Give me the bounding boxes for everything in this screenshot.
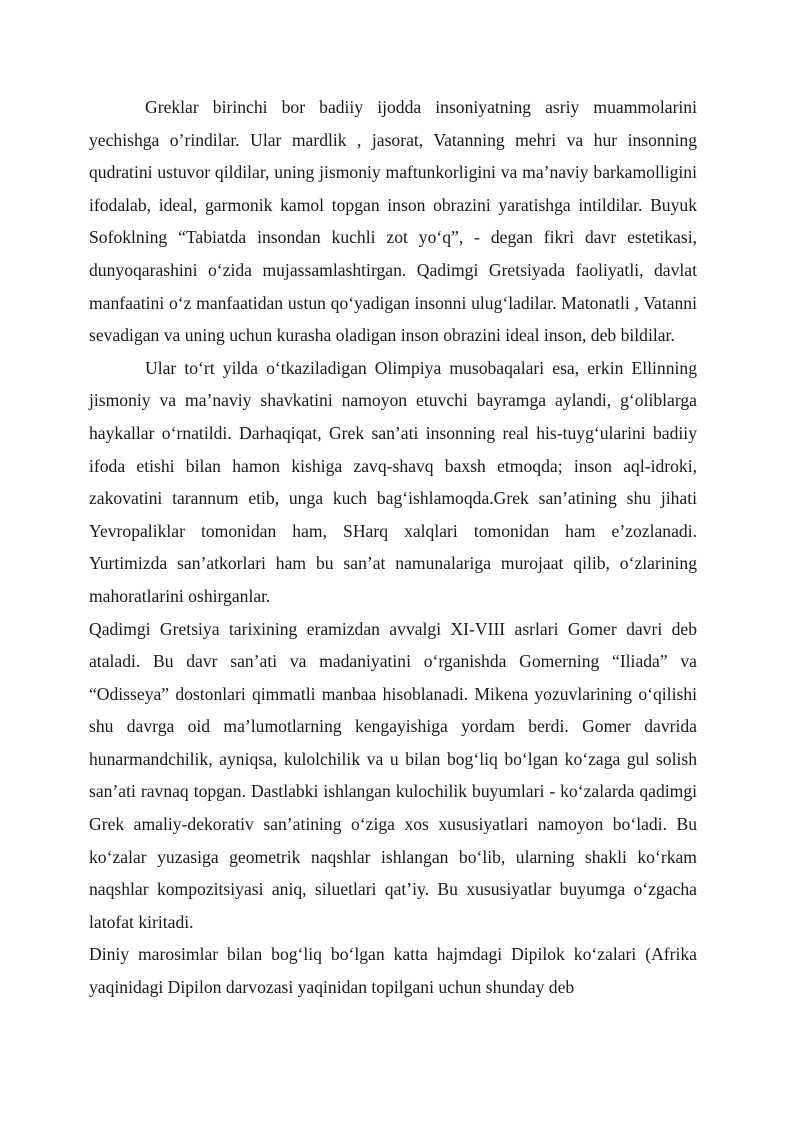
- paragraph-greek-ideals: Greklar birinchi bor badiiy ijodda insoniyatning asriy muammolarini yechishga o’rindilar. Ular mardlik , jasorat, Vatanning mehri va hur insonning qudratini ustuvor qildilar, uning jismoniy maftunkorligini va ma’naviy barkamolligini ifodalab, ideal, garmonik kamol topgan inson obrazini yaratishga intildilar. Buyuk Sofoklning “Tabiatda insondan kuchli zot yo‘q”, - degan fikri davr estetikasi, dunyoqarashini o‘zida mujassamlashtirgan. Qadimgi Gretsiyada faoliyatli, davlat manfaatini o‘z manfaatidan ustun qo‘yadigan insonni ulug‘ladilar. Matonatli , Vatanni sevadigan va uning uchun kurasha oladigan inson obrazini ideal inson, deb bildilar.: [89, 97, 697, 346]
- paragraph-olympic-games: Ular to‘rt yilda o‘tkaziladigan Olimpiya musobaqalari esa, erkin Ellinning jismoniy va ma’naviy shavkatini namoyon etuvchi bayramga aylandi, g‘oliblarga haykallar o‘rnatildi. Darhaqiqat, Grek san’ati insonning real his-tuyg‘ularini badiiy ifoda etishi bilan hamon kishiga zavq-shavq baxsh etmoqda; inson aql-idroki, zakovatini tarannum etib, unga kuch bag‘ishlamoqda.Grek san’atining shu jihati Yevropaliklar tomonidan ham, SHarq xalqlari tomonidan ham e’zozlanadi. Yurtimizda san’atkorlari ham bu san’at namunalariga murojaat qilib, o‘zlarining mahoratlarini oshirganlar.: [89, 357, 697, 606]
- body-text: [89, 91, 697, 1004]
- paragraph-dipylon-vases: Diniy marosimlar bilan bog‘liq bo‘lgan katta hajmdagi Dipilok ko‘zalari (Afrika yaqinidagi Dipilon darvozasi yaqinidan topilgani uchun shunday deb: [89, 944, 697, 998]
- paragraph-homer-period: Qadimgi Gretsiya tarixining eramizdan avvalgi XI-VIII asrlari Gomer davri deb ataladi. Bu davr san’ati va madaniyatini o‘rganishda Gomerning “Iliada” va “Odisseya” dostonlari qimmatli manbaa hisoblanadi. Mikena yozuvlarining o‘qilishi shu davrga oid ma’lumotlarning kengayishiga yordam berdi. Gomer davrida hunarmandchilik, ayniqsa, kulolchilik va u bilan bog‘liq bo‘lgan ko‘zaga gul solish san’ati ravnaq topgan. Dastlabki ishlangan kulochilik buyumlari - ko‘zalarda qadimgi Grek amaliy-dekorativ san’atining o‘ziga xos xususiyatlari namoyon bo‘ladi. Bu ko‘zalar yuzasiga geometrik naqshlar ishlangan bo‘lib, ularning shakli ko‘rkam naqshlar kompozitsiyasi aniq, siluetlari qat’iy. Bu xususiyatlar buyumga o‘zgacha latofat kiritadi.: [89, 618, 697, 932]
